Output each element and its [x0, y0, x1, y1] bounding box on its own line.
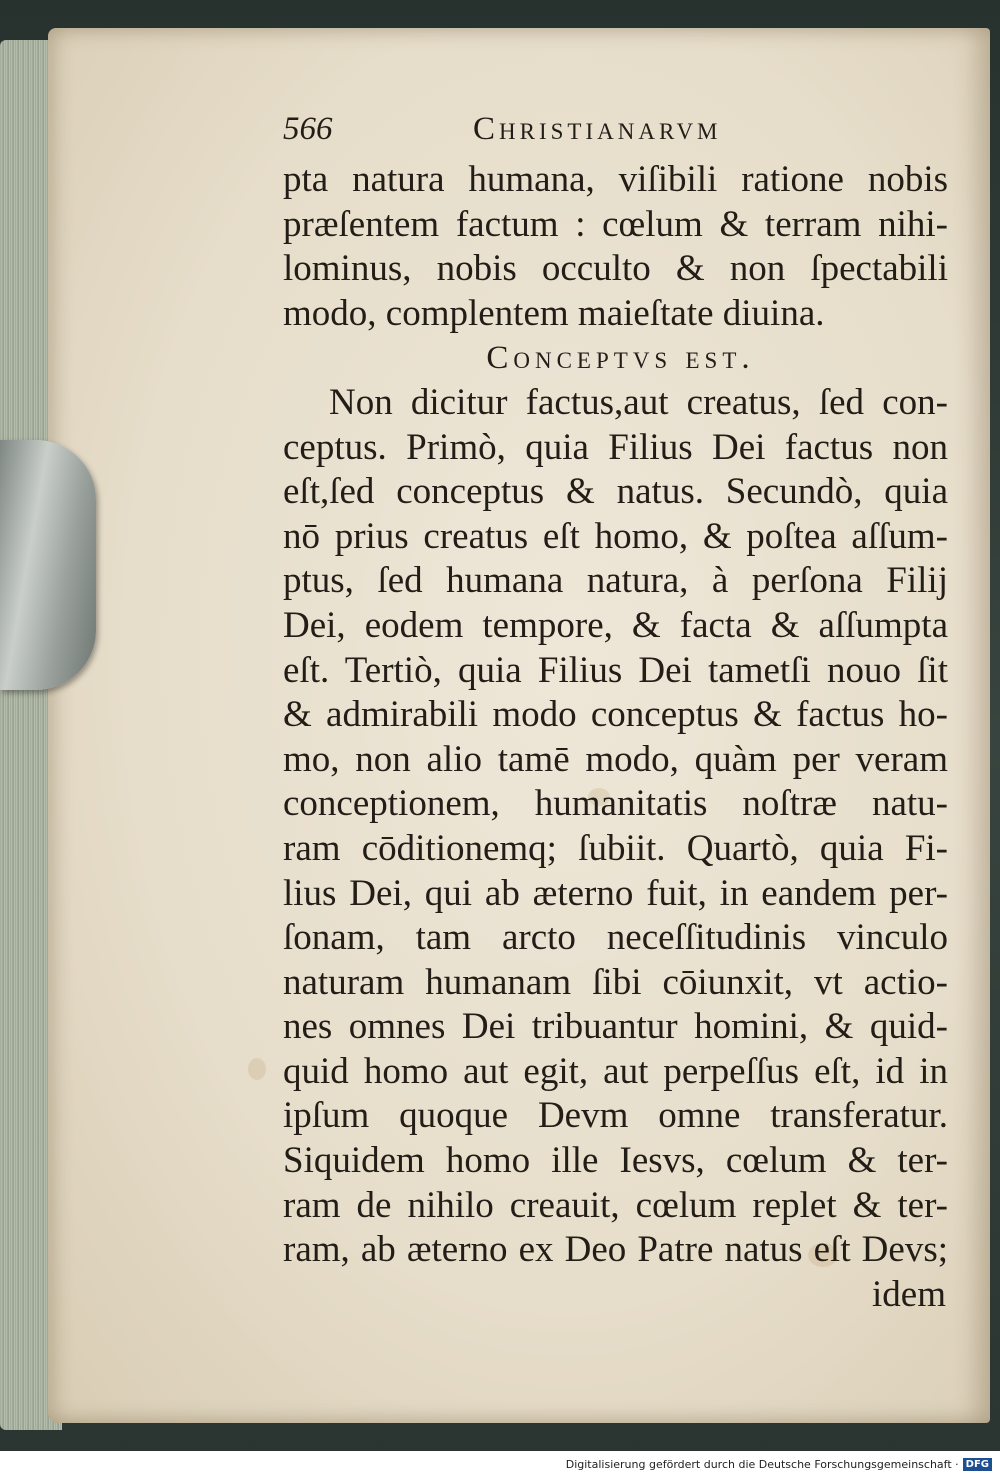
text-line: ram de nihilo creauit, cœlum replet & ter-: [283, 1184, 948, 1226]
text-line: eſt,ſed conceptus & natus. Secundò, quia: [283, 471, 948, 513]
digitization-footer: [0, 1451, 1000, 1477]
text-line: quid homo aut egit, aut perpeſſus eſt, id in: [283, 1050, 948, 1092]
running-title: Christianarvm: [473, 111, 722, 147]
text-line: ptus, ſed humana natura, à perſona Filij: [283, 560, 948, 602]
text-line: Non dicitur factus,aut creatus, ſed con-: [329, 381, 948, 423]
page-number: 566: [283, 111, 333, 147]
text-line: nes omnes Dei tribuantur homini, & quid-: [283, 1006, 948, 1048]
text-line: lius Dei, qui ab æterno fuit, in eandem per-: [283, 872, 948, 914]
text-line: modo, complentem maieſtate diuina.: [283, 292, 825, 334]
text-line: Siquidem homo ille Iesvs, cœlum & ter-: [283, 1140, 948, 1182]
text-line: ram, ab æterno ex Deo Patre natus eſt Devs;: [283, 1229, 948, 1271]
page-text: [283, 100, 948, 1317]
text-line: mo, non alio tamē modo, quàm per veram: [283, 738, 948, 780]
paper-stain: [248, 1058, 266, 1080]
text-line: pta natura humana, viſibili ratione nobis: [283, 159, 948, 200]
text-line: lominus, nobis occulto & non ſpectabili: [283, 248, 948, 290]
text-line: ceptus. Primò, quia Filius Dei factus non: [283, 426, 948, 468]
text-line: ipſum quoque Devm omne transferatur.: [283, 1095, 948, 1137]
page-clip: [0, 440, 96, 690]
text-line: & admirabili modo conceptus & factus ho-: [283, 694, 948, 736]
text-line: Dei, eodem tempore, & facta & aſſumpta: [283, 604, 948, 646]
section-heading: Conceptvs est.: [486, 340, 755, 377]
text-line: præſentem factum : cœlum & terram nihi-: [283, 203, 948, 245]
digitization-credit: Digitalisierung gefördert durch die Deutsche Forschungsgemeinschaft ·: [565, 1457, 959, 1471]
catchword: idem: [872, 1273, 946, 1315]
text-line: nō prius creatus eſt homo, & poſtea aſſum-: [283, 515, 948, 557]
dfg-logo-icon: DFG: [963, 1458, 992, 1471]
text-line: ram cōditionemq; ſubiit. Quartò, quia Fi-: [283, 827, 948, 869]
text-line: conceptionem, humanitatis noſtræ natu-: [283, 783, 948, 825]
text-line: eſt. Tertiò, quia Filius Dei tametſi nouo ſit: [283, 649, 948, 691]
running-head: [283, 100, 948, 158]
text-line: naturam humanam ſibi cōiunxit, vt actio-: [283, 961, 948, 1003]
text-line: ſonam, tam arcto neceſſitudinis vinculo: [283, 917, 948, 959]
